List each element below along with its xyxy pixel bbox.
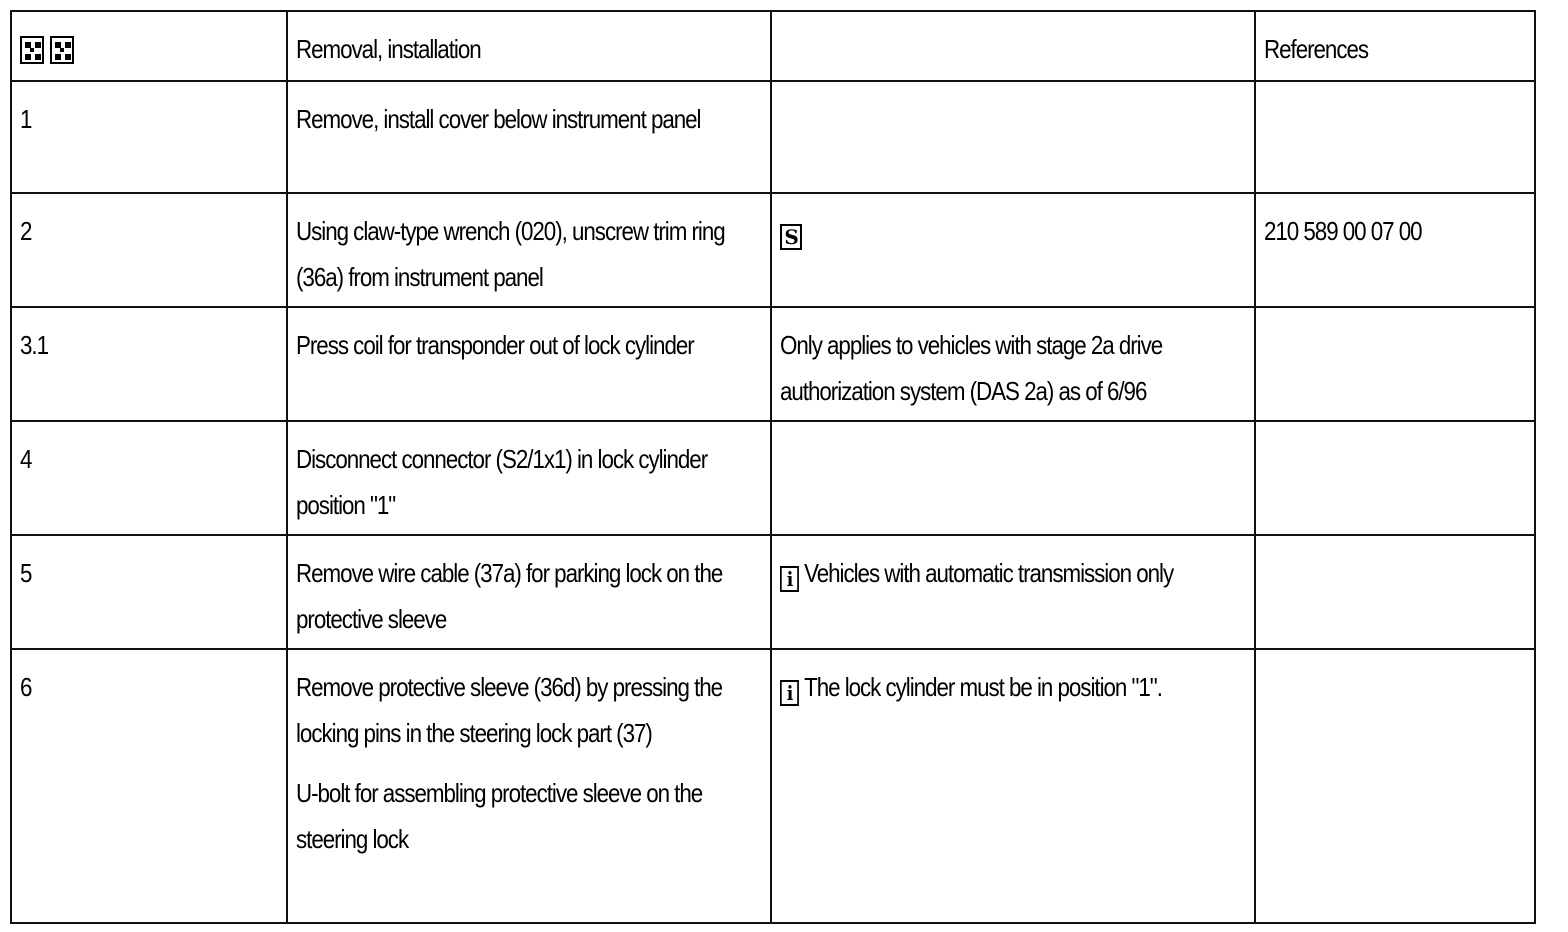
step-action: Remove, install cover below instrument panel — [287, 81, 771, 193]
step-note — [771, 649, 1255, 923]
step-reference — [1255, 535, 1535, 649]
header-notes — [771, 11, 1255, 81]
header-icons-cell — [11, 11, 287, 81]
step-action: Disconnect connector (S2/1x1) in lock cylinder position "1" — [287, 421, 771, 535]
step-number: 6 — [11, 649, 287, 923]
note-text: Vehicles with automatic transmission only — [804, 558, 1174, 588]
step-action: Using claw-type wrench (020), unscrew trim ring (36a) from instrument panel — [287, 193, 771, 307]
tools-expand-icon — [20, 36, 44, 64]
step-note — [771, 535, 1255, 649]
step-note — [771, 421, 1255, 535]
table-row — [11, 535, 1535, 649]
step-reference: 210 589 00 07 00 — [1255, 193, 1535, 307]
info-icon: i — [780, 680, 799, 706]
step-number: 2 — [11, 193, 287, 307]
step-reference — [1255, 649, 1535, 923]
step-reference — [1255, 307, 1535, 421]
step-action: Press coil for transponder out of lock cylinder — [287, 307, 771, 421]
step-action-text-2: U-bolt for assembling protective sleeve on the steering lock — [296, 778, 703, 854]
table-row — [11, 193, 1535, 307]
procedure-table — [10, 10, 1536, 924]
note-text: The lock cylinder must be in position "1". — [804, 672, 1162, 702]
step-number: 3.1 — [11, 307, 287, 421]
tools-collapse-icon — [50, 36, 74, 64]
step-note — [771, 193, 1255, 307]
table-row — [11, 307, 1535, 421]
step-action: Remove wire cable (37a) for parking lock on the protective sleeve — [287, 535, 771, 649]
step-number: 4 — [11, 421, 287, 535]
step-note — [771, 81, 1255, 193]
procedure-sheet — [10, 10, 1534, 918]
step-number: 1 — [11, 81, 287, 193]
step-number: 5 — [11, 535, 287, 649]
step-action — [287, 649, 771, 923]
step-action-text: Remove protective sleeve (36d) by pressing the locking pins in the steering lock part (37) — [296, 672, 723, 748]
special-tool-icon: S — [780, 224, 802, 250]
info-icon: i — [780, 566, 799, 592]
step-reference — [1255, 81, 1535, 193]
header-removal-installation: Removal, installation — [287, 11, 771, 81]
table-row — [11, 81, 1535, 193]
step-reference — [1255, 421, 1535, 535]
step-note: Only applies to vehicles with stage 2a drive authorization system (DAS 2a) as of 6/96 — [771, 307, 1255, 421]
header-references: References — [1255, 11, 1535, 81]
table-row — [11, 649, 1535, 923]
table-header-row — [11, 11, 1535, 81]
table-row — [11, 421, 1535, 535]
